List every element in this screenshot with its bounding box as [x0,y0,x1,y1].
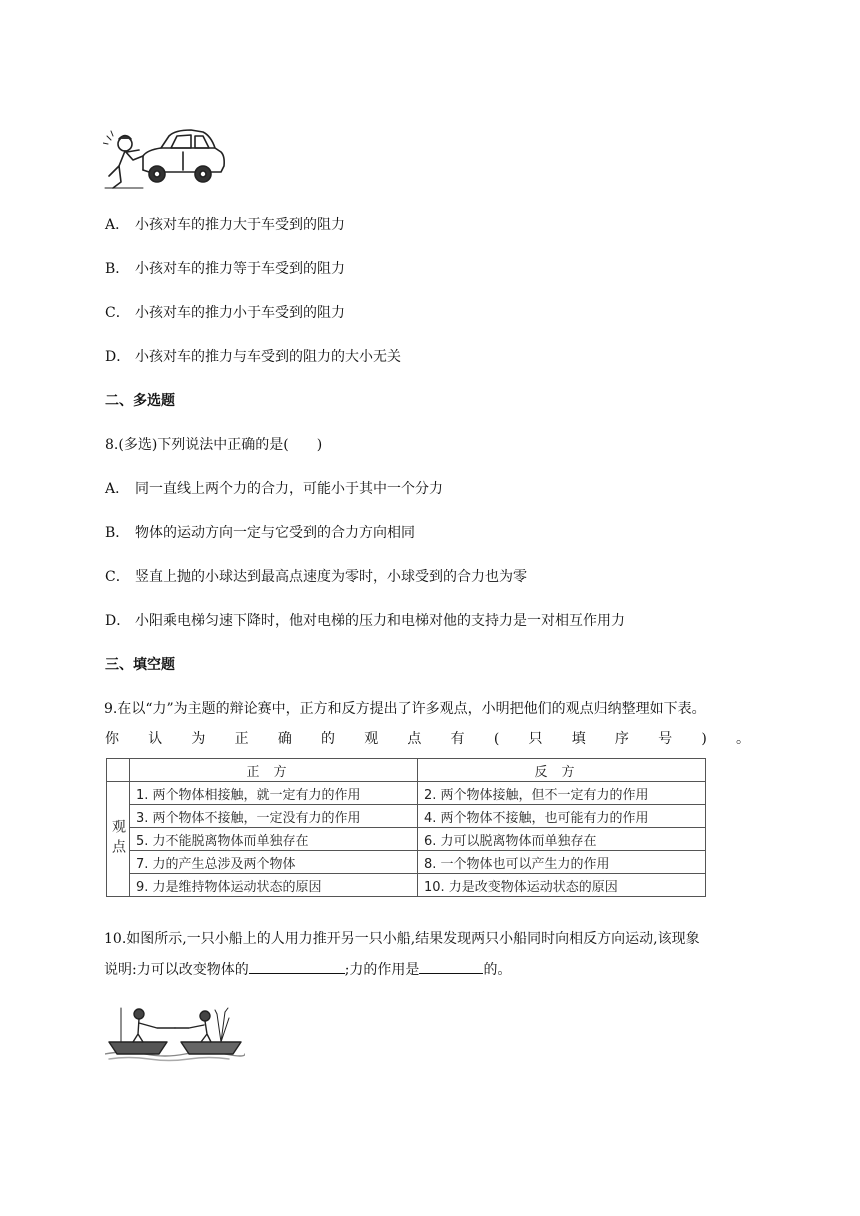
option-letter: B． [105,261,130,277]
q10-text-part1: 说明:力可以改变物体的 [104,962,249,978]
con-cell: 8. 一个物体也可以产生力的作用 [418,851,706,874]
header-pro: 正方 [130,759,418,782]
q9-char: 序 [614,731,629,747]
option-letter: B． [105,525,130,541]
table-row [107,805,706,828]
q10-text-part3: 的。 [483,962,512,978]
table-row [107,851,706,874]
table-row [107,828,706,851]
q8-option-c [105,567,527,587]
q9-char: 正 [234,731,249,747]
con-cell: 10. 力是改变物体运动状态的原因 [418,874,706,897]
option-text: 同一直线上两个力的合力，可能小于其中一个分力 [135,481,443,497]
option-text: 小阳乘电梯匀速下降时，他对电梯的压力和电梯对他的支持力是一对相互作用力 [135,613,625,629]
pro-cell: 5. 力不能脱离物体而单独存在 [130,828,418,851]
q8-option-a [105,479,443,499]
option-text: 小孩对车的推力与车受到的阻力的大小无关 [135,349,401,365]
q8-option-d [105,611,625,631]
option-text: 小孩对车的推力等于车受到的阻力 [135,261,345,277]
viewpoints-table [106,758,706,897]
table-row [107,782,706,805]
q9-stem-line2 [105,729,750,749]
q9-char: 。 [735,731,750,747]
pro-cell: 1. 两个物体相接触，就一定有力的作用 [130,782,418,805]
option-letter: C． [105,569,130,585]
q7-option-c [105,303,345,323]
q10-stem: 10.如图所示,一只小船上的人用力推开另一只小船,结果发现两只小船同时向相反方向运动,该现象 [104,931,700,947]
q8-stem: 8.(多选)下列说法中正确的是( ) [105,437,323,453]
option-letter: C． [105,305,130,321]
q9-char: 填 [571,731,586,747]
q9-stem: 9.在以“力”为主题的辩论赛中，正方和反方提出了许多观点，小明把他们的观点归纳整理如下表。 [104,701,706,717]
side-label: 观点 [107,782,130,897]
q9-char: 只 [528,731,543,747]
option-text: 竖直上抛的小球达到最高点速度为零时，小球受到的合力也为零 [135,569,527,585]
q9-char: 号 [658,731,673,747]
table-row [107,874,706,897]
q9-char: 的 [321,731,336,747]
q9-char: 观 [364,731,379,747]
q10-stem-line2 [104,959,511,980]
option-text: 小孩对车的推力小于车受到的阻力 [135,305,345,321]
section-title-fill-in: 三、填空题 [105,657,175,673]
option-letter: A． [105,481,130,497]
option-letter: A． [105,217,130,233]
q7-option-b [105,259,345,279]
q9-char: 认 [148,731,163,747]
q7-option-d [105,347,401,367]
q7-option-a [105,215,345,235]
answer-blank-1[interactable] [249,959,345,974]
header-con: 反方 [418,759,706,782]
two-boats-figure [105,1004,245,1062]
table-corner-cell [107,759,130,782]
q9-char: 有 [450,731,465,747]
pro-cell: 7. 力的产生总涉及两个物体 [130,851,418,874]
q9-char: 点 [407,731,422,747]
q10-text-part2: ;力的作用是 [344,962,420,978]
q9-char: ( [493,731,500,747]
con-cell: 4. 两个物体不接触，也可能有力的作用 [418,805,706,828]
option-letter: D． [105,349,131,365]
q9-char: 确 [277,731,292,747]
con-cell: 2. 两个物体接触，但不一定有力的作用 [418,782,706,805]
option-text: 小孩对车的推力大于车受到的阻力 [135,217,345,233]
pro-cell: 3. 两个物体不接触，一定没有力的作用 [130,805,418,828]
q9-char: 为 [191,731,206,747]
q9-char: 你 [105,731,119,747]
pro-cell: 9. 力是维持物体运动状态的原因 [130,874,418,897]
table-header-row [107,759,706,782]
answer-blank-2[interactable] [419,959,483,974]
con-cell: 6. 力可以脱离物体而单独存在 [418,828,706,851]
q9-char: ) [701,731,707,747]
option-letter: D． [105,613,131,629]
q8-option-b [105,523,415,543]
child-pushing-car-figure [103,126,227,192]
option-text: 物体的运动方向一定与它受到的合力方向相同 [135,525,415,541]
section-title-multiple-choice: 二、多选题 [105,393,175,409]
